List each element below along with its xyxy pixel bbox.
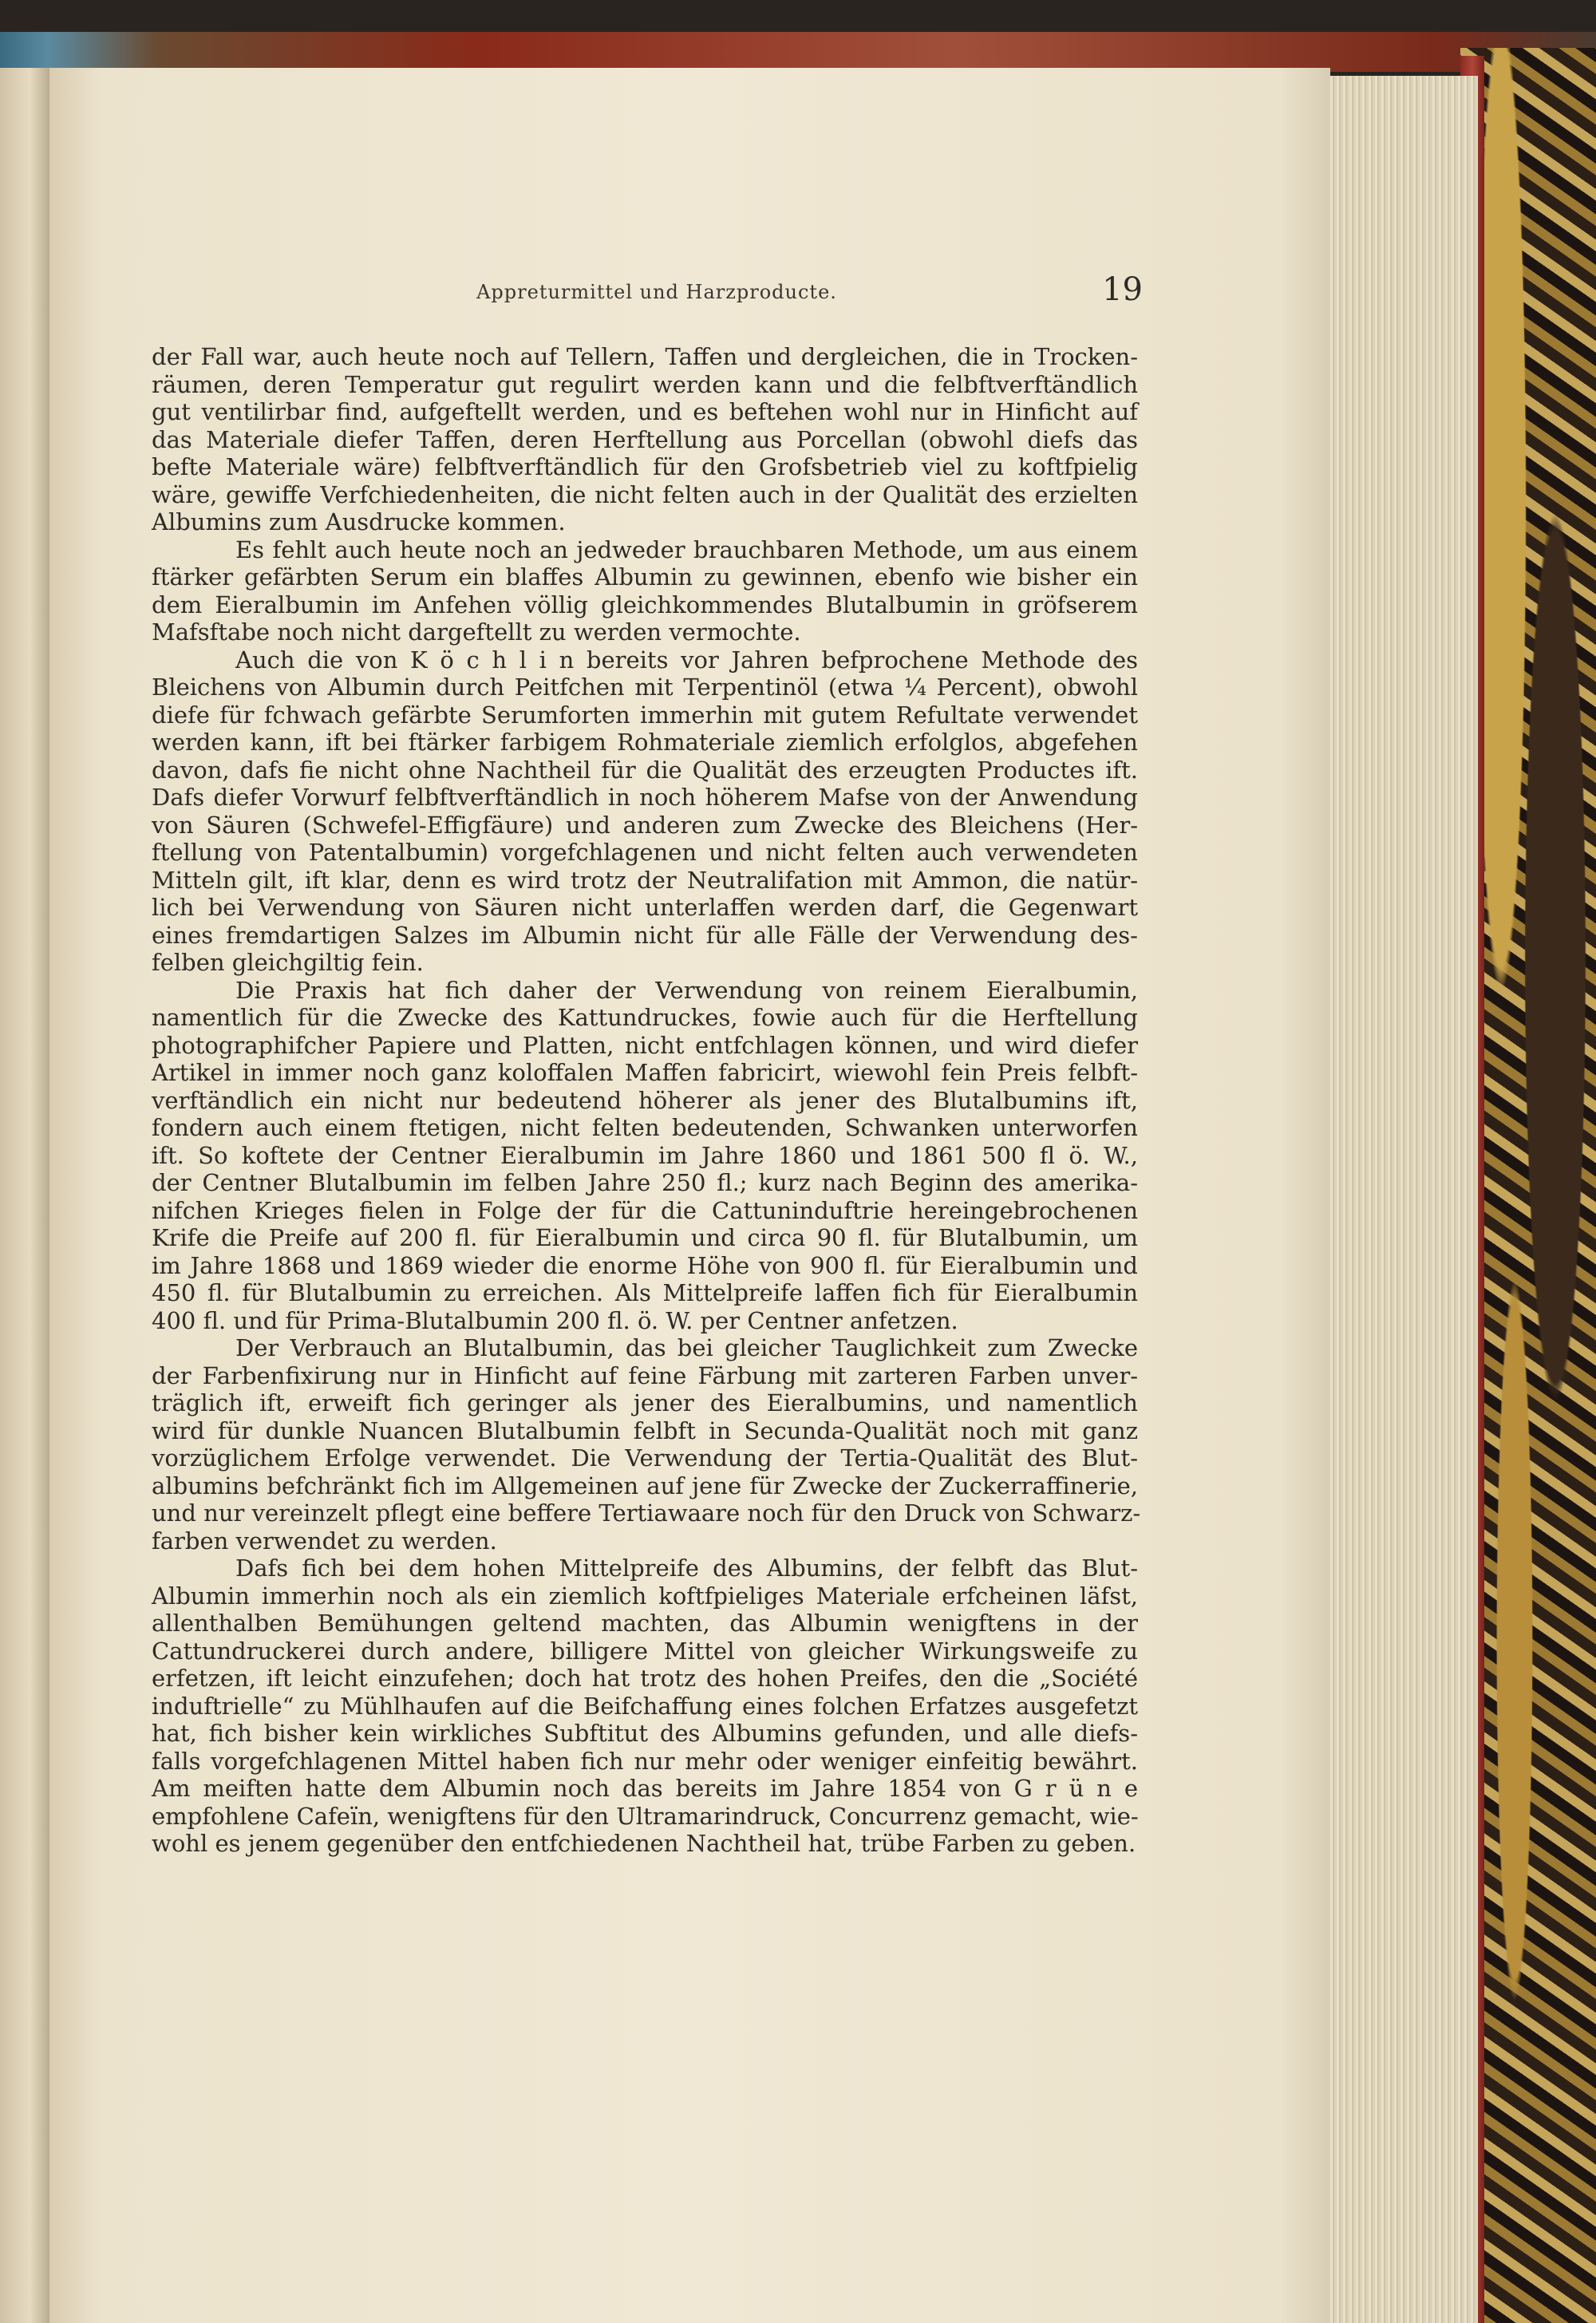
text-line: verftändlich ein nicht nur bedeutend höherer als jener des Blutalbumins ift, xyxy=(152,1086,1138,1114)
text-line: 400 fl. und für Prima-Blutalbumin 200 fl. ö. W. per Centner anfetzen. xyxy=(152,1306,958,1334)
text-line: 450 fl. für Blutalbumin zu erreichen. Als Mittelpreife laffen fich für Eieralbumin xyxy=(152,1279,1138,1306)
text-line: falls vorgefchlagenen Mittel haben fich nur mehr oder weniger einfeitig bewährt. xyxy=(152,1747,1138,1775)
text-line: Cattundruckerei durch andere, billigere Mittel von gleicher Wirkungsweife zu xyxy=(152,1637,1138,1665)
running-header: Appreturmittel und Harzproducte. xyxy=(476,281,837,303)
page-number: 19 xyxy=(1102,271,1143,308)
text-line: photographifcher Papiere und Platten, nicht entfchlagen können, und wird diefer xyxy=(152,1031,1138,1059)
text-line: Artikel in immer noch ganz koloffalen Maffen fabricirt, wiewohl fein Preis felbft- xyxy=(152,1059,1138,1086)
book-spine-edge xyxy=(0,32,1596,72)
text-line: lich bei Verwendung von Säuren nicht unterlaffen werden darf, die Gegenwart xyxy=(152,894,1138,921)
text-line: räumen, deren Temperatur gut regulirt werden kann und die felbftverftändlich xyxy=(152,370,1138,398)
text-line: der Fall war, auch heute noch auf Tellern, Taffen und dergleichen, die in Trocken- xyxy=(152,343,1138,370)
text-line: Die Praxis hat fich daher der Verwendung von reinem Eieralbumin, xyxy=(235,976,1138,1004)
text-line: allenthalben Bemühungen geltend machten, das Albumin wenigftens in der xyxy=(152,1610,1138,1637)
text-line: wäre, gewiffe Verfchiedenheiten, die nicht felten auch in der Qualität des erzielten xyxy=(152,480,1138,508)
text-line: wird für dunkle Nuancen Blutalbumin felbft in Secunda-Qualität noch mit ganz xyxy=(152,1416,1138,1444)
text-line: albumins befchränkt fich im Allgemeinen auf jene für Zwecke der Zuckerraffinerie, xyxy=(152,1472,1138,1499)
text-line: der Farbenfixirung nur in Hinficht auf feine Färbung mit zarteren Farben unver- xyxy=(152,1361,1138,1389)
text-line: Mafsftabe noch nicht dargeftellt zu werden vermochte. xyxy=(152,618,801,646)
text-line: träglich ift, erweift fich geringer als jener des Eieralbumins, und namentlich xyxy=(152,1389,1138,1416)
text-line: Auch die von K ö c h l i n bereits vor Jahren befprochene Methode des xyxy=(235,646,1138,674)
text-line: vorzüglichem Erfolge verwendet. Die Verwendung der Tertia-Qualität des Blut- xyxy=(152,1444,1138,1472)
text-line: Es fehlt auch heute noch an jedweder brauchbaren Methode, um aus einem xyxy=(235,535,1138,563)
text-line: hat, fich bisher kein wirkliches Subftitut des Albumins gefunden, und alle diefs- xyxy=(152,1720,1138,1747)
text-line: erfetzen, ift leicht einzufehen; doch hat trotz des hohen Preifes, den die „Société xyxy=(152,1665,1138,1692)
text-line: namentlich für die Zwecke des Kattundruckes, fowie auch für die Herftellung xyxy=(152,1004,1138,1031)
text-line: von Säuren (Schwefel-Effigfäure) und anderen zum Zwecke des Bleichens (Her- xyxy=(152,811,1138,839)
page-block-edges xyxy=(1329,76,1478,2323)
text-line: dem Eieralbumin im Anfehen völlig gleichkommendes Blutalbumin in gröfserem xyxy=(152,591,1138,618)
text-line: diefe für fchwach gefärbte Serumforten immerhin mit gutem Refultate verwendet xyxy=(152,701,1138,729)
text-line: Dafs diefer Vorwurf felbftverftändlich in noch höherem Mafse von der Anwendung xyxy=(152,784,1138,811)
text-line: induftrielle“ zu Mühlhaufen auf die Beifchaffung eines folchen Erfatzes ausgefetzt xyxy=(152,1692,1138,1720)
text-line: Der Verbrauch an Blutalbumin, das bei gleicher Tauglichkeit zum Zwecke xyxy=(235,1334,1138,1361)
text-line: davon, dafs fie nicht ohne Nachtheil für die Qualität des erzeugten Productes ift. xyxy=(152,756,1138,784)
text-line: Albumins zum Ausdrucke kommen. xyxy=(152,508,566,535)
text-line: felben gleichgiltig fein. xyxy=(152,949,424,976)
text-line: Mitteln gilt, ift klar, denn es wird trotz der Neutralifation mit Ammon, die natür- xyxy=(152,866,1138,894)
text-line: Albumin immerhin noch als ein ziemlich koftfpieliges Materiale erfcheinen läfst, xyxy=(152,1582,1138,1610)
text-line: empfohlene Cafeïn, wenigftens für den Ultramarindruck, Concurrenz gemacht, wie- xyxy=(152,1802,1139,1830)
body-text xyxy=(152,343,1141,1858)
previous-page-edge xyxy=(0,68,49,2323)
text-line: gut ventilirbar find, aufgeftellt werden, und es beftehen wohl nur in Hinficht auf xyxy=(152,398,1138,425)
text-line: Am meiften hatte dem Albumin noch das bereits im Jahre 1854 von G r ü n e xyxy=(152,1775,1138,1802)
text-line: Bleichens von Albumin durch Peitfchen mit Terpentinöl (etwa ¼ Percent), obwohl xyxy=(152,674,1138,701)
text-line: ftellung von Patentalbumin) vorgefchlagenen und nicht felten auch verwendeten xyxy=(152,839,1138,866)
text-line: ftärker gefärbten Serum ein blaffes Albumin zu gewinnen, ebenfo wie bisher ein xyxy=(152,563,1138,591)
text-line: Krife die Preife auf 200 fl. für Eieralbumin und circa 90 fl. für Blutalbumin, um xyxy=(152,1224,1138,1251)
text-line: im Jahre 1868 und 1869 wieder die enorme Höhe von 900 fl. für Eieralbumin und xyxy=(152,1251,1138,1279)
text-line: farben verwendet zu werden. xyxy=(152,1527,497,1555)
text-line: wohl es jenem gegenüber den entfchiedenen Nachtheil hat, trübe Farben zu geben. xyxy=(152,1830,1136,1857)
text-line: eines fremdartigen Salzes im Albumin nicht für alle Fälle der Verwendung des- xyxy=(152,921,1138,949)
text-line: das Materiale diefer Taffen, deren Herftellung aus Porcellan (obwohl diefs das xyxy=(152,425,1138,453)
text-line: nifchen Krieges fielen in Folge der für die Cattuninduftrie hereingebrochenen xyxy=(152,1196,1138,1224)
text-line: fondern auch einem ftetigen, nicht felten bedeutenden, Schwanken unterworfen xyxy=(152,1114,1138,1141)
text-line: Dafs fich bei dem hohen Mittelpreife des Albumins, der felbft das Blut- xyxy=(235,1555,1138,1582)
text-line: befte Materiale wäre) felbftverftändlich für den Grofsbetrieb viel zu koftfpielig xyxy=(152,453,1138,480)
text-line: und nur vereinzelt pflegt eine beffere Tertiawaare noch für den Druck von Schwarz- xyxy=(152,1499,1141,1527)
text-line: ift. So koftete der Centner Eieralbumin im Jahre 1860 und 1861 500 fl ö. W., xyxy=(152,1141,1138,1169)
text-line: der Centner Blutalbumin im felben Jahre 250 fl.; kurz nach Beginn des amerika- xyxy=(152,1169,1138,1196)
text-line: werden kann, ift bei ftärker farbigem Rohmateriale ziemlich erfolglos, abgefehen xyxy=(152,729,1138,756)
